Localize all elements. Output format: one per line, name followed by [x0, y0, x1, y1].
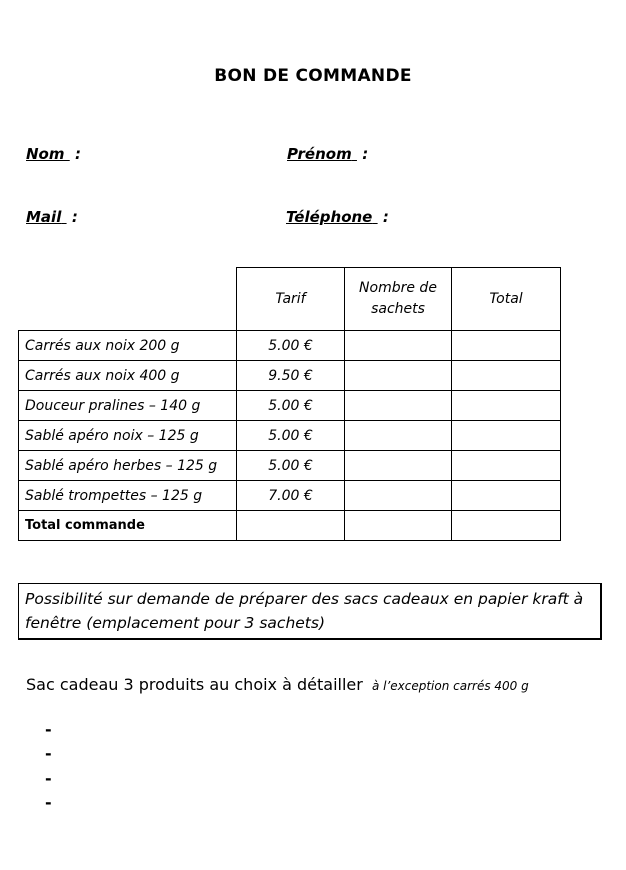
list-item[interactable]: -	[45, 769, 52, 788]
prenom-field[interactable]	[287, 145, 368, 163]
product-price: 9.50 €	[237, 361, 345, 391]
mail-separator: :	[71, 208, 78, 226]
product-price: 5.00 €	[237, 391, 345, 421]
nom-field[interactable]	[26, 145, 81, 163]
quantity-cell[interactable]	[345, 331, 452, 361]
quantity-cell[interactable]	[345, 481, 452, 511]
product-name: Sablé apéro noix – 125 g	[19, 421, 237, 451]
quantity-cell[interactable]	[345, 421, 452, 451]
quantity-cell[interactable]	[345, 391, 452, 421]
product-name: Sablé apéro herbes – 125 g	[19, 451, 237, 481]
line-total-cell[interactable]	[452, 451, 561, 481]
table-row	[19, 361, 561, 391]
product-price: 5.00 €	[237, 451, 345, 481]
total-row	[19, 511, 561, 541]
gift-bag-notice: Possibilité sur demande de préparer des sacs cadeaux en papier kraft à fenêtre (emplacement pour 3 sachets)	[18, 583, 602, 640]
table-row	[19, 391, 561, 421]
table-row	[19, 481, 561, 511]
table-row	[19, 451, 561, 481]
product-name: Sablé trompettes – 125 g	[19, 481, 237, 511]
mail-field[interactable]	[26, 208, 78, 226]
product-price: 5.00 €	[237, 421, 345, 451]
gift-bag-line	[26, 675, 529, 694]
list-item[interactable]: -	[45, 720, 52, 739]
total-tarif-cell	[237, 511, 345, 541]
nom-label: Nom	[26, 145, 65, 163]
header-nombre-line2: sachets	[371, 301, 425, 317]
total-amount-cell[interactable]	[452, 511, 561, 541]
telephone-separator: :	[382, 208, 389, 226]
table-header-row	[19, 268, 561, 331]
header-nombre-sachets	[345, 268, 452, 331]
list-item[interactable]: -	[45, 744, 52, 763]
header-tarif: Tarif	[237, 268, 345, 331]
line-total-cell[interactable]	[452, 361, 561, 391]
product-name: Douceur pralines – 140 g	[19, 391, 237, 421]
line-total-cell[interactable]	[452, 421, 561, 451]
header-nombre-line1: Nombre de	[359, 280, 437, 296]
page-title: BON DE COMMANDE	[214, 66, 412, 86]
header-total: Total	[452, 268, 561, 331]
gift-bag-note: à l’exception carrés 400 g	[371, 679, 529, 693]
quantity-cell[interactable]	[345, 361, 452, 391]
header-empty-cell	[19, 268, 237, 331]
prenom-label: Prénom	[287, 145, 352, 163]
quantity-cell[interactable]	[345, 451, 452, 481]
line-total-cell[interactable]	[452, 331, 561, 361]
order-table	[18, 267, 561, 541]
product-name: Carrés aux noix 200 g	[19, 331, 237, 361]
table-row	[19, 421, 561, 451]
product-price: 5.00 €	[237, 331, 345, 361]
total-commande-label: Total commande	[19, 511, 237, 541]
table-row	[19, 331, 561, 361]
line-total-cell[interactable]	[452, 391, 561, 421]
gift-bag-text: Sac cadeau 3 produits au choix à détailler	[26, 675, 363, 694]
telephone-label: Téléphone	[286, 208, 373, 226]
mail-label: Mail	[26, 208, 62, 226]
total-quantity-cell[interactable]	[345, 511, 452, 541]
list-item[interactable]: -	[45, 793, 52, 812]
product-price: 7.00 €	[237, 481, 345, 511]
nom-separator: :	[74, 145, 81, 163]
telephone-field[interactable]	[286, 208, 389, 226]
prenom-separator: :	[362, 145, 369, 163]
product-name: Carrés aux noix 400 g	[19, 361, 237, 391]
line-total-cell[interactable]	[452, 481, 561, 511]
